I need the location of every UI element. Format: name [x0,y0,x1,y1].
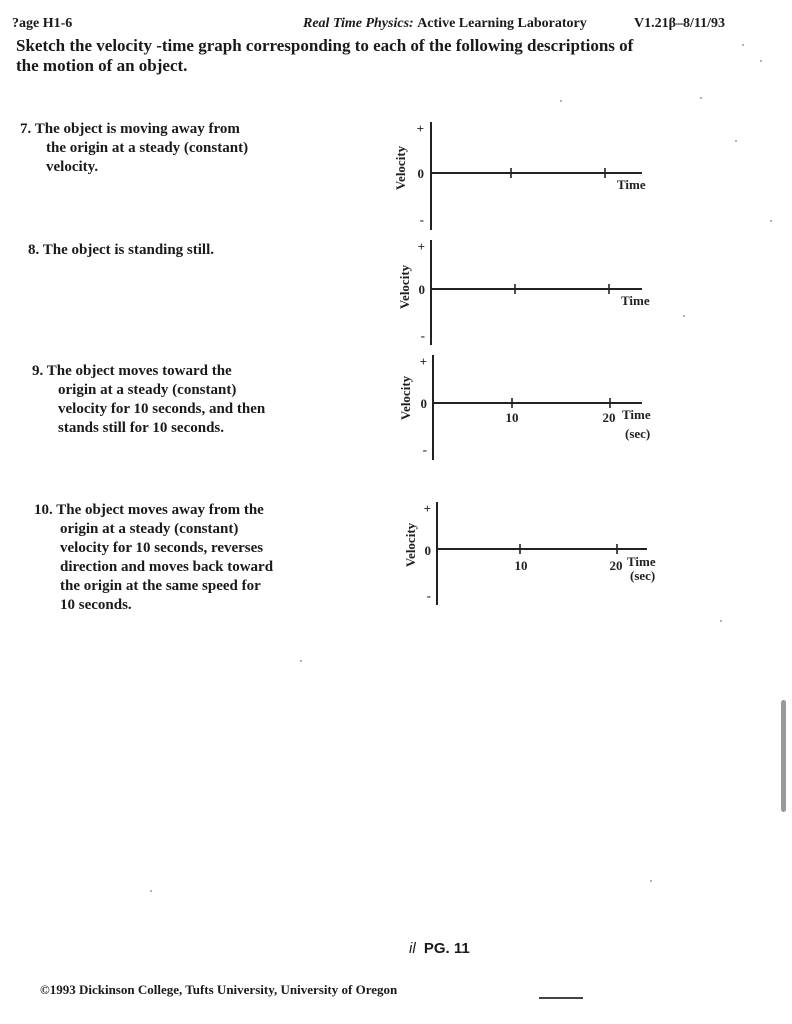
question-10-line-5: the origin at the same speed for [60,578,261,594]
question-7-line-2: the origin at a steady (constant) [46,140,249,156]
question-7-line-3: velocity. [46,159,99,175]
graph-10-plus-label: + [423,501,431,516]
graph-8-minus-label: - [420,328,425,343]
question-9-line-4: stands still for 10 seconds. [58,420,224,436]
page-label: ?age H1-6 [12,16,73,31]
graph-9-x-label: Time [622,407,651,422]
question-10-number: 10. [34,502,53,518]
question-10-line-4: direction and moves back toward [60,559,274,575]
scan-speck [760,60,762,62]
question-9-number: 9. [32,363,44,379]
graph-8-x-label: Time [621,293,650,308]
graph-9 [398,354,651,460]
scan-speck [700,97,702,99]
question-10-line-1: The object moves away from the [56,502,264,518]
graph-10-x-unit: (sec) [630,568,656,583]
question-8-line-1: The object is standing still. [42,242,215,258]
running-title-plain: Active Learning Laboratory [417,16,587,31]
graph-8-y-label: Velocity [397,264,412,310]
graph-10 [403,501,656,605]
graph-8-plus-label: + [417,239,425,254]
question-7-line-1: The object is moving away from [34,121,240,137]
footer-rule [539,997,583,999]
vertical-scrollbar-thumb[interactable] [781,700,786,812]
graph-7-zero-label: 0 [417,166,424,181]
scan-speck [683,315,685,317]
graph-9-tick-1-label: 10 [505,410,519,425]
running-title-italic: Real Time Physics: [303,16,414,31]
page-number-handwritten: il [409,940,416,957]
graph-9-tick-2-label: 20 [602,410,616,425]
question-9-line-2: origin at a steady (constant) [58,382,237,398]
page-number-label: PG. 11 [423,940,470,957]
scan-speck [650,880,652,882]
question-9-line-1: The object moves toward the [46,363,232,379]
graph-10-x-label: Time [627,554,656,569]
scan-speck [300,660,302,662]
question-10-line-3: velocity for 10 seconds, reverses [60,540,264,556]
question-10-line-6: 10 seconds. [60,597,132,613]
copyright-footer: ©1993 Dickinson College, Tufts University, University of Oregon [40,982,398,997]
instructions-line-2: the motion of an object. [16,56,188,75]
graph-9-plus-label: + [419,354,427,369]
graph-10-tick-1-label: 10 [514,558,528,573]
scan-speck [720,620,722,622]
question-9-line-3: velocity for 10 seconds, and then [58,401,266,417]
page-number [409,940,470,957]
graph-8 [397,239,650,345]
scan-speck [560,100,562,102]
graph-10-zero-label: 0 [424,543,431,558]
question-7-number: 7. [20,121,32,137]
version-label: V1.21β–8/11/93 [634,16,725,31]
instructions-line-1: Sketch the velocity -time graph corresponding to each of the following descriptions of [16,36,634,55]
question-10-line-2: origin at a steady (constant) [60,521,239,537]
graph-8-zero-label: 0 [418,282,425,297]
scan-speck [735,140,737,142]
graph-9-x-unit: (sec) [625,426,651,441]
graph-10-tick-2-label: 20 [609,558,623,573]
graph-7-minus-label: - [419,212,424,227]
question-8-number: 8. [28,242,40,258]
graph-7-y-label: Velocity [393,145,408,191]
graph-7 [393,121,646,230]
scan-speck [742,44,744,46]
graph-9-y-label: Velocity [398,375,413,421]
scan-speck [150,890,152,892]
scan-speck [770,220,772,222]
graph-9-minus-label: - [422,442,427,457]
graph-7-x-label: Time [617,177,646,192]
graph-10-minus-label: - [426,588,431,603]
graph-9-zero-label: 0 [420,396,427,411]
graph-7-plus-label: + [416,121,424,136]
graph-10-y-label: Velocity [403,522,418,568]
